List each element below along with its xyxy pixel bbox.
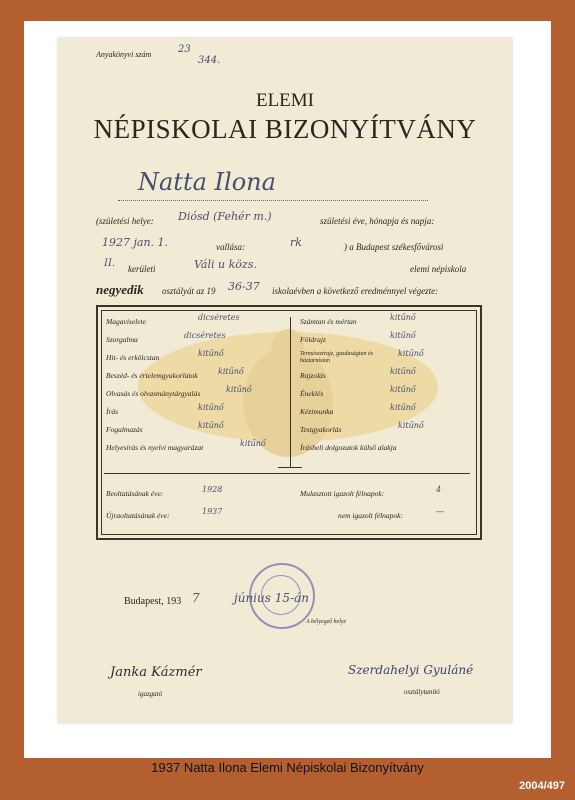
grade-value: kitűnő bbox=[198, 421, 224, 430]
grades-rule bbox=[104, 473, 470, 474]
absent-value: 4 bbox=[436, 485, 442, 494]
year-value: 36-37 bbox=[228, 280, 260, 293]
director-signature: Janka Kázmér bbox=[110, 665, 202, 680]
title-small: ELEMI bbox=[255, 90, 315, 111]
catalog-number: 2004/497 bbox=[519, 780, 565, 792]
director-label: igazgató bbox=[138, 690, 163, 698]
birth-date-value: 1927 jan. 1. bbox=[102, 236, 169, 249]
grade-label: Kézimunka bbox=[300, 407, 334, 416]
student-name: Natta Ilona bbox=[138, 168, 276, 196]
birth-place-value: Diósd (Fehér m.) bbox=[178, 210, 272, 223]
grade-label: Fogalmazás bbox=[106, 425, 143, 434]
birth-place-label: (születési helye: bbox=[96, 216, 154, 226]
name-line bbox=[118, 200, 428, 201]
school-label: elemi népiskola bbox=[410, 264, 467, 274]
religion-value: rk bbox=[290, 236, 302, 249]
grade-label: Testgyakorlás bbox=[300, 425, 342, 434]
school-value: Váli u közs. bbox=[194, 258, 257, 271]
grade-value: kitűnő bbox=[398, 421, 424, 430]
religion-label: vallása: bbox=[216, 242, 245, 252]
grade-value: kitűnő bbox=[226, 385, 252, 394]
image-caption: 1937 Natta Ilona Elemi Népiskolai Bizonyítvány bbox=[151, 760, 424, 775]
grade-label: Beszéd- és értelemgyakorlatok bbox=[106, 371, 198, 380]
grade-label: Magaviselete bbox=[106, 317, 146, 326]
grade-label: Olvasás és olvasmánytárgyalás bbox=[106, 389, 201, 398]
grade-label: Rajzolás bbox=[300, 371, 326, 380]
grade-value: kitűnő bbox=[218, 367, 244, 376]
grade-label: Helyesírás és nyelvi magyarázat bbox=[106, 443, 204, 452]
reenrol-label: Újraoltatásának éve: bbox=[106, 511, 170, 520]
grades-table bbox=[96, 305, 482, 540]
grade-value: kitűnő bbox=[240, 439, 266, 448]
enrol-label: Beoltatásának éve: bbox=[106, 489, 164, 498]
year-prefix: osztályát az 19 bbox=[162, 286, 216, 296]
grade-value: dicséretes bbox=[184, 331, 226, 340]
district-value: II. bbox=[104, 258, 116, 269]
grade-value: dicséretes bbox=[198, 313, 240, 322]
grade-label: Természetrajz, gazdaságtan és háztartástan bbox=[300, 351, 373, 364]
grade-value: kitűnő bbox=[198, 403, 224, 412]
grade-label: Éneklés bbox=[300, 389, 324, 398]
grade-value: kitűnő bbox=[390, 385, 416, 394]
grade-value: kitűnő bbox=[390, 313, 416, 322]
grade-word: negyedik bbox=[96, 282, 144, 297]
unexcused-value: — bbox=[436, 507, 444, 516]
register-value-top: 23 bbox=[178, 44, 191, 55]
teacher-label: osztálytanító bbox=[404, 688, 440, 696]
grade-label: Szorgalma bbox=[106, 335, 138, 344]
grade-value: kitűnő bbox=[390, 331, 416, 340]
city-text: ) a Budapest székesfővárosi bbox=[344, 242, 444, 252]
grade-value: kitűnő bbox=[390, 367, 416, 376]
grade-value: kitűnő bbox=[198, 349, 224, 358]
grades-column-divider bbox=[290, 317, 291, 467]
district-label: kerületi bbox=[128, 264, 156, 274]
footer-year-digit: 7 bbox=[192, 591, 200, 605]
absent-label: Mulasztott igazolt félnapok: bbox=[300, 489, 385, 498]
grade-label: Földrajz bbox=[300, 335, 326, 344]
certificate-paper bbox=[58, 38, 512, 723]
grade-label: Írás bbox=[106, 407, 119, 416]
grade-value: kitűnő bbox=[398, 349, 424, 358]
grades-divider-mark bbox=[278, 467, 302, 468]
register-value-bottom: 344. bbox=[198, 55, 221, 66]
teacher-signature: Szerdahelyi Gyuláné bbox=[348, 663, 474, 677]
reenrol-value: 1937 bbox=[202, 507, 223, 516]
grade-label: Írásbeli dolgozatok külső alakja bbox=[300, 443, 397, 452]
birth-date-label: születési éve, hónapja és napja: bbox=[320, 216, 435, 226]
grade-value: kitűnő bbox=[390, 403, 416, 412]
enrol-value: 1928 bbox=[202, 485, 223, 494]
footer-place: Budapest, 193 bbox=[124, 596, 182, 607]
year-suffix: iskolaévben a következő eredménnyel végezte: bbox=[272, 286, 439, 296]
seal-label: A bélyegző helye bbox=[306, 619, 347, 625]
grade-label: Számtan és mértan bbox=[300, 317, 357, 326]
unexcused-label: nem igazolt félnapok: bbox=[338, 511, 403, 520]
footer-date: június 15-án bbox=[234, 591, 309, 605]
title-large: NÉPISKOLAI BIZONYÍTVÁNY bbox=[93, 114, 477, 144]
grade-label: Hit- és erkölcstan bbox=[106, 353, 160, 362]
register-label: Anyakönyvi szám bbox=[96, 50, 152, 59]
